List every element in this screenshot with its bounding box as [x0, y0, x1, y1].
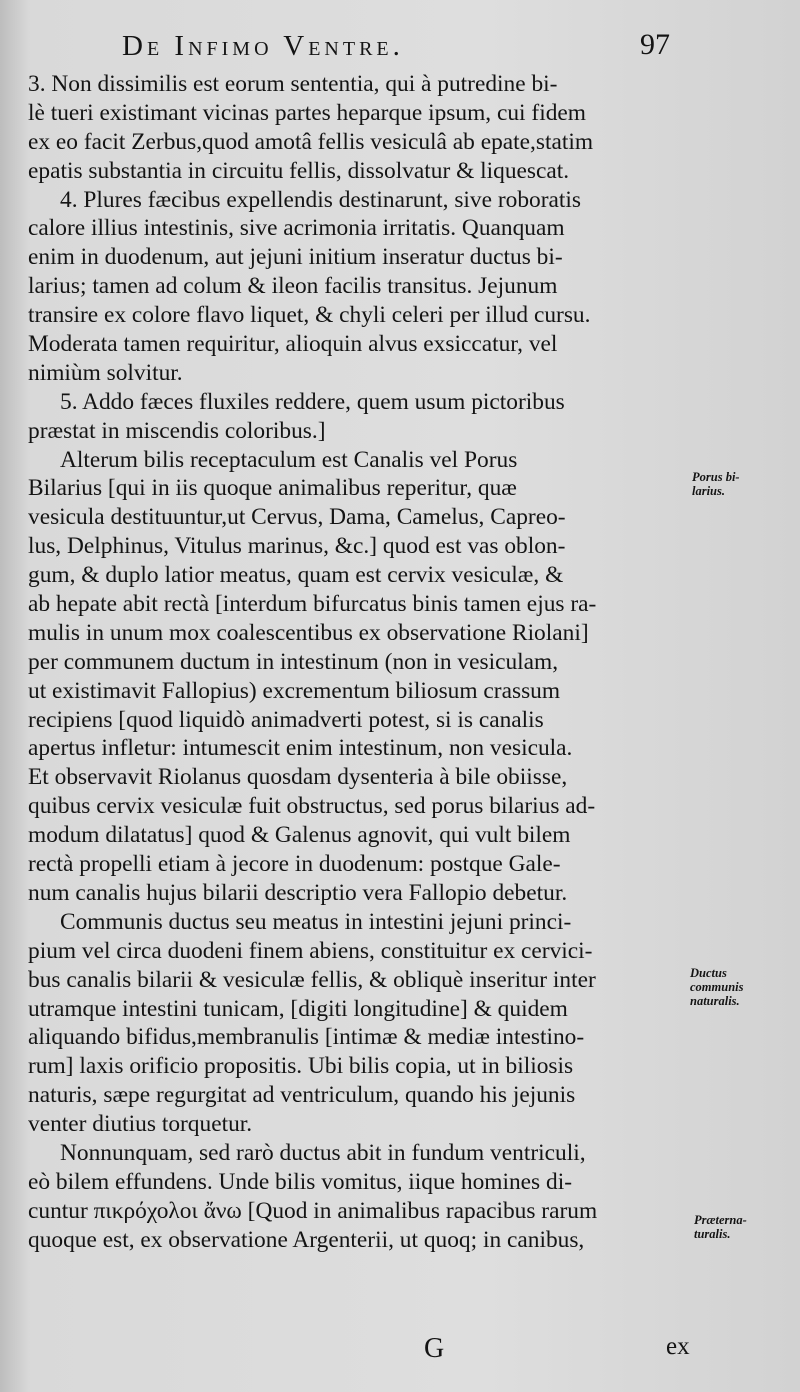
text-line: pium vel circa duodeni finem abiens, constituitur ex cervici-: [28, 937, 593, 964]
text-line: larius; tamen ad colum & ileon facilis transitus. Jejunum: [28, 273, 558, 300]
text-line: naturis, sæpe regurgitat ad ventriculum, quando his jejunis: [28, 1082, 576, 1109]
text-line: Nonnunquam, sed rarò ductus abit in fundum ventriculi,: [60, 1139, 586, 1166]
text-line: recipiens [quod liquidò animadverti potest, si is canalis: [28, 706, 544, 733]
signature-mark: G: [424, 1333, 445, 1364]
text-line: venter diutius torquetur.: [28, 1111, 253, 1138]
text-line: aliquando bifidus,membranulis [intimæ & mediæ intestino-: [28, 1024, 585, 1051]
running-title: De Infimo Ventre.: [122, 30, 404, 62]
text-line: vesicula destituuntur,ut Cervus, Dama, Camelus, Capreo-: [28, 504, 566, 531]
text-line: enim in duodenum, aut jejuni initium inseratur ductus bi-: [28, 244, 563, 271]
text-line: Bilarius [qui in iis quoque animalibus reperitur, quæ: [28, 475, 517, 502]
text-line: 4. Plures fæcibus expellendis destinarunt, sive roboratis: [60, 186, 582, 213]
text-line: Et observavit Riolanus quosdam dysenteria à bile obiisse,: [28, 764, 568, 791]
text-line: Alterum bilis receptaculum est Canalis vel Porus: [60, 446, 518, 473]
page-number: 97: [640, 28, 670, 61]
text-line: ex eo facit Zerbus,quod amotâ fellis vesiculâ ab epate,statim: [28, 128, 594, 155]
text-line: modum dilatatus] quod & Galenus agnovit, qui vult bilem: [28, 822, 571, 849]
text-line: cuntur πικρόχολοι ἄνω [Quod in animalibus rapacibus rarum: [28, 1197, 598, 1224]
text-line: gum, & duplo latior meatus, quam est cervix vesiculæ, &: [28, 562, 564, 589]
margin-note-ductus-communis: Ductus communis naturalis.: [690, 966, 744, 1008]
text-line: rum] laxis orificio propositis. Ubi bilis copia, ut in biliosis: [28, 1053, 574, 1080]
text-line: quibus cervix vesiculæ fuit obstructus, sed porus bilarius ad-: [28, 793, 596, 820]
page-header: [110, 30, 670, 70]
text-line: 5. Addo fæces fluxiles reddere, quem usum pictoribus: [60, 388, 565, 415]
text-line: apertus infletur: intumescit enim intestinum, non vesicula.: [28, 735, 573, 762]
text-line: num canalis hujus bilarii descriptio vera Fallopio debetur.: [28, 879, 568, 906]
text-line: præstat in miscendis coloribus.]: [28, 417, 326, 444]
text-line: calore illius intestinis, sive acrimonia irritatis. Quanquam: [28, 215, 565, 242]
text-line: ab hepate abit rectà [interdum bifurcatus binis tamen ejus ra-: [28, 591, 597, 618]
text-line: per communem ductum in intestinum (non in vesiculam,: [28, 648, 559, 675]
body-text: [28, 70, 688, 1255]
text-line: transire ex colore flavo liquet, & chyli celeri per illud cursu.: [28, 302, 591, 329]
catchword: ex: [666, 1333, 690, 1360]
text-line: epatis substantia in circuitu fellis, dissolvatur & liquescat.: [28, 157, 570, 184]
margin-note-praeternaturalis: Præterna- turalis.: [694, 1213, 747, 1241]
text-line: ut existimavit Fallopius) excrementum biliosum crassum: [28, 677, 561, 704]
text-line: bus canalis bilarii & vesiculæ fellis, & obliquè inseritur inter: [28, 966, 596, 993]
text-line: utramque intestini tunicam, [digiti longitudine] & quidem: [28, 995, 568, 1022]
text-line: lus, Delphinus, Vitulus marinus, &c.] quod est vas oblon-: [28, 533, 566, 560]
text-line: lè tueri existimant vicinas partes heparque ipsum, cui fidem: [28, 99, 586, 126]
text-line: eò bilem effundens. Unde bilis vomitus, iique homines di-: [28, 1168, 572, 1195]
text-line: Communis ductus seu meatus in intestini jejuni princi-: [60, 908, 572, 935]
text-line: Moderata tamen requiritur, alioquin alvus exsiccatur, vel: [28, 331, 558, 358]
text-line: nimiùm solvitur.: [28, 359, 183, 386]
text-line: quoque est, ex observatione Argenterii, ut quoq; in canibus,: [28, 1226, 585, 1253]
text-line: mulis in unum mox coalescentibus ex observatione Riolani]: [28, 619, 589, 646]
margin-note-porus-bilarius: Porus bi- larius.: [692, 470, 740, 498]
text-line: rectà propelli etiam à jecore in duodenum: postque Gale-: [28, 851, 561, 878]
text-line: 3. Non dissimilis est eorum sententia, qui à putredine bi-: [28, 71, 558, 97]
